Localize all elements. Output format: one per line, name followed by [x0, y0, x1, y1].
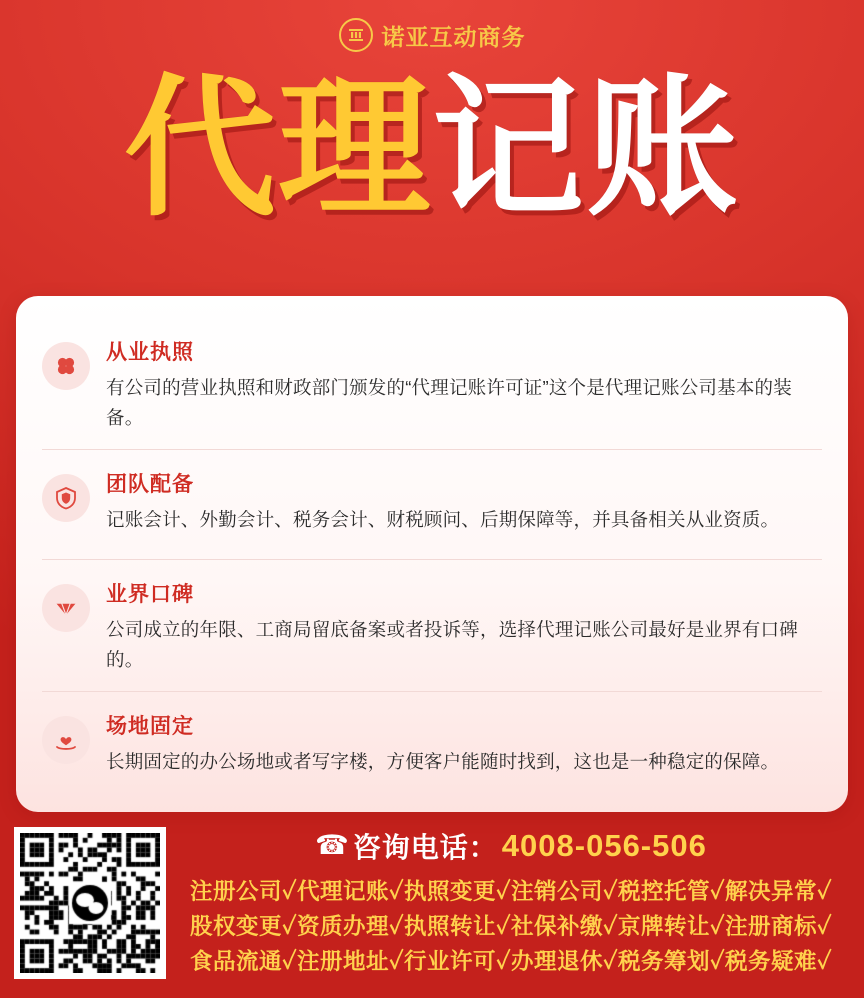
brand-bar — [0, 0, 864, 56]
item-title: 场地固定 — [106, 715, 194, 738]
list-item — [42, 692, 822, 802]
service-row: 股权变更✓资质办理✓执照转让✓社保补缴✓京牌转让✓注册商标✓ — [189, 913, 833, 939]
item-description: 长期固定的办公场地或者写字楼，方便客户能随时找到，这也是一种稳定的保障。 — [106, 751, 780, 772]
pillar-logo-icon — [339, 18, 373, 52]
telephone-icon: ☎ — [315, 830, 349, 860]
service-row: 注册公司✓代理记账✓执照变更✓注销公司✓税控托管✓解决异常✓ — [189, 878, 833, 904]
gem-icon — [42, 584, 90, 632]
brand-name: 诺亚互动商务 — [381, 23, 526, 50]
contact-block — [166, 826, 850, 981]
item-description: 记账会计、外勤会计、税务会计、财税顾问、后期保障等，并具备相关从业资质。 — [106, 509, 780, 530]
hero-title-part2: 记账 — [432, 60, 740, 237]
feature-card — [16, 296, 848, 812]
shield-icon — [42, 474, 90, 522]
phone-label: 咨询电话： — [352, 831, 498, 863]
hero-title — [0, 54, 864, 254]
qr-code-wechat[interactable] — [14, 827, 166, 979]
item-title: 团队配备 — [106, 473, 194, 496]
list-item — [42, 450, 822, 560]
phone-number[interactable]: 4008-056-506 — [501, 827, 707, 863]
footer — [0, 816, 864, 998]
hand-heart-icon — [42, 716, 90, 764]
item-title: 从业执照 — [106, 341, 194, 364]
clover-icon — [42, 342, 90, 390]
item-description: 有公司的营业执照和财政部门颁发的“代理记账许可证”这个是代理记账公司基本的装备。 — [106, 377, 792, 428]
list-item — [42, 318, 822, 450]
item-description: 公司成立的年限、工商局留底备案或者投诉等，选择代理记账公司最好是业界有口碑的。 — [106, 619, 798, 670]
hero-title-part1: 代理 — [124, 60, 432, 237]
list-item — [42, 560, 822, 692]
item-title: 业界口碑 — [106, 583, 194, 606]
service-row: 食品流通✓注册地址✓行业许可✓办理退休✓税务筹划✓税务疑难✓ — [189, 948, 833, 974]
